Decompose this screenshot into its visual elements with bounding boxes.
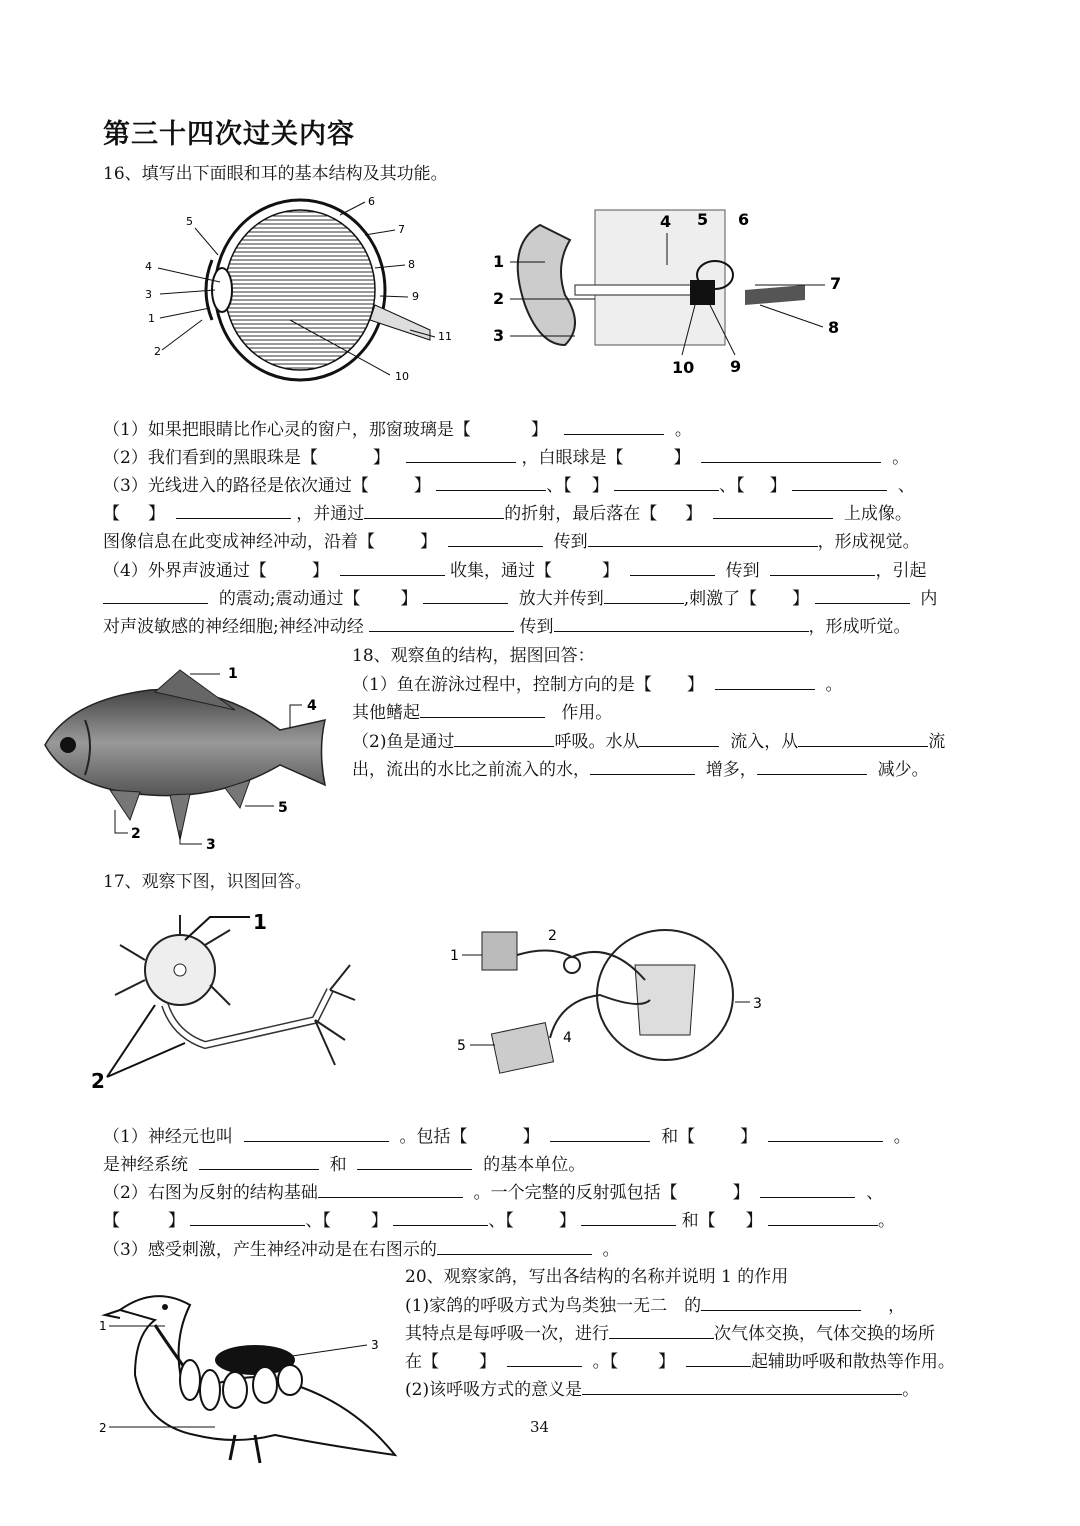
page-title: 第三十四次过关内容 (103, 119, 355, 150)
q17-p2: （2）右图为反射的结构基础 。一个完整的反射弧包括【 】 、 (103, 1183, 884, 1203)
q18-p2b: 出，流出的水比之前流入的水， 增多， 减少。 (352, 760, 929, 780)
q17-p3: （3）感受刺激，产生神经冲动是在右图示的 。 (103, 1240, 620, 1260)
ear-label-8: 8 (828, 318, 840, 337)
q16-p4c: 对声波敏感的神经细胞;神经冲动经 传到 ，形成听觉。 (103, 617, 911, 637)
ear-label-7: 7 (830, 274, 842, 293)
eye-label-5: 5 (186, 215, 193, 228)
eye-label-10: 10 (395, 370, 409, 383)
eye-label-9: 9 (412, 290, 419, 303)
bird-label-1: 1 (99, 1319, 107, 1333)
ear-label-5: 5 (697, 210, 709, 229)
q18-stem: 18、观察鱼的结构，据图回答： (352, 646, 595, 666)
ear-label-9: 9 (730, 357, 742, 376)
ear-label-6: 6 (738, 210, 750, 229)
eye-label-2: 2 (154, 345, 161, 358)
q20-p1: (1)家鸽的呼吸方式为鸟类独一无二 的 ， (405, 1296, 906, 1316)
q20-p1b: 其特点是每呼吸一次，进行 次气体交换，气体交换的场所 (405, 1324, 935, 1344)
q18-p2: （2)鱼是通过 呼吸。水从 流入，从 流 (352, 732, 946, 752)
eye-label-3: 3 (145, 288, 152, 301)
q17-stem: 17、观察下图，识图回答。 (103, 872, 312, 892)
neuron-label-1: 1 (253, 910, 267, 934)
fish-label-4: 4 (307, 698, 317, 714)
fish-label-5: 5 (278, 800, 288, 816)
bird-label-3: 3 (371, 1338, 379, 1352)
ear-label-2: 2 (493, 289, 505, 308)
fish-label-2: 2 (131, 826, 141, 842)
reflex-label-4: 4 (563, 1030, 572, 1046)
eye-label-11: 11 (438, 330, 452, 343)
eye-label-1: 1 (148, 312, 155, 325)
eye-diagram (140, 190, 470, 390)
q16-stem: 16、填写出下面眼和耳的基本结构及其功能。 (103, 164, 448, 184)
q20-p2: (2)该呼吸方式的意义是 。 (405, 1380, 920, 1400)
ear-label-10: 10 (672, 358, 695, 377)
q18-p1: （1）鱼在游泳过程中，控制方向的是【 】 。 (352, 675, 843, 695)
q20-stem: 20、观察家鸽，写出各结构的名称并说明 1 的作用 (405, 1267, 789, 1287)
q17-p2b: 【 】 、【 】 、【 】 和【 】 。 (103, 1211, 896, 1231)
q16-p4: （4）外界声波通过【 】 收集，通过【 】 传到 ，引起 (103, 561, 927, 581)
reflex-label-3: 3 (753, 996, 762, 1012)
ear-diagram (485, 205, 855, 380)
q18-p1b: 其他鳍起 作用。 (352, 703, 613, 723)
eye-label-4: 4 (145, 260, 152, 273)
bird-diagram (95, 1285, 400, 1475)
q16-p2: （2）我们看到的黑眼珠是【 】 ，白眼球是【 】 。 (103, 448, 910, 468)
q20-p1c: 在【 】 。【 】 起辅助呼吸和散热等作用。 (405, 1352, 955, 1372)
q16-p1: （1）如果把眼睛比作心灵的窗户，那窗玻璃是【 】 。 (103, 420, 692, 440)
neuron-diagram (85, 905, 375, 1095)
page-number: 34 (530, 1418, 550, 1436)
fish-label-3: 3 (206, 837, 216, 853)
fish-diagram (40, 660, 340, 855)
q16-p3: （3）光线进入的路径是依次通过【 】 、【 】 、【 】 、 (103, 476, 915, 496)
fish-label-1: 1 (228, 666, 238, 682)
reflex-label-5: 5 (457, 1038, 466, 1054)
reflex-arc-diagram (450, 920, 780, 1080)
eye-label-7: 7 (398, 223, 405, 236)
ear-label-1: 1 (493, 252, 505, 271)
q17-p1: （1）神经元也叫 。包括【 】 和【 】 。 (103, 1127, 911, 1147)
reflex-label-2: 2 (548, 928, 557, 944)
eye-label-8: 8 (408, 258, 415, 271)
ear-label-4: 4 (660, 212, 672, 231)
q16-p4b: 的震动;震动通过【 】 放大并传到 ,刺激了【 】 内 (103, 587, 937, 610)
q16-p3b: 【 】 ，并通过 的折射，最后落在【 】 上成像。 (103, 504, 912, 524)
eye-label-6: 6 (368, 195, 375, 208)
q16-p3c: 图像信息在此变成神经冲动，沿着【 】 传到 ，形成视觉。 (103, 532, 920, 552)
bird-label-2: 2 (99, 1421, 107, 1435)
ear-label-3: 3 (493, 326, 505, 345)
reflex-label-1: 1 (450, 948, 459, 964)
neuron-label-2: 2 (91, 1069, 105, 1093)
q17-p1b: 是神经系统 和 的基本单位。 (103, 1155, 586, 1175)
